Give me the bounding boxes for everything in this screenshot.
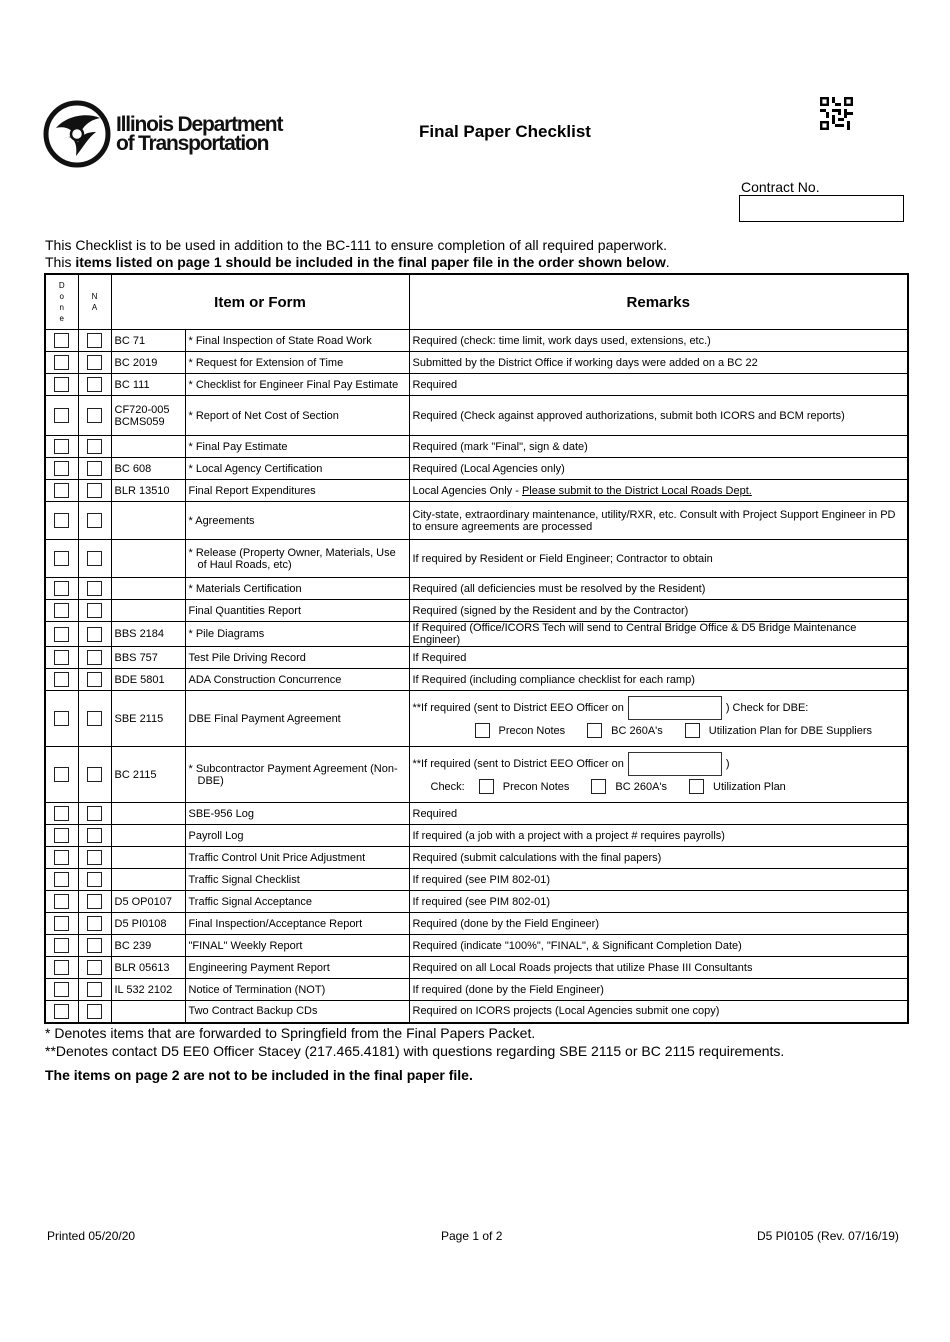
na-cell bbox=[78, 847, 111, 869]
remarks-text: **If required (sent to District EEO Officer on bbox=[412, 701, 624, 714]
na-cell bbox=[78, 669, 111, 691]
na-checkbox[interactable] bbox=[87, 982, 102, 997]
remarks-text: Required (all deficiencies must be resolved by the Resident) bbox=[412, 582, 706, 595]
col-na-header: N A bbox=[78, 274, 111, 330]
remarks-cell bbox=[409, 352, 908, 374]
done-cell bbox=[45, 847, 78, 869]
remarks-text: Required on ICORS projects (Local Agencies submit one copy) bbox=[412, 1005, 720, 1018]
form-number bbox=[111, 502, 185, 540]
form-number: BBS 2184 bbox=[111, 622, 185, 647]
remarks-text: If Required (including compliance checklist for each ramp) bbox=[412, 673, 695, 686]
remarks-cell bbox=[409, 891, 908, 913]
done-cell bbox=[45, 578, 78, 600]
form-number: SBE 2115 bbox=[111, 691, 185, 747]
checklist-row bbox=[45, 691, 908, 747]
remarks-cell bbox=[409, 1001, 908, 1023]
form-number bbox=[111, 1001, 185, 1023]
done-cell bbox=[45, 913, 78, 935]
instructions-line2: This items listed on page 1 should be included in the final paper file in the order shown below. bbox=[45, 254, 670, 270]
item-name: Payroll Log bbox=[185, 825, 409, 847]
remarks-cell bbox=[409, 436, 908, 458]
na-cell bbox=[78, 957, 111, 979]
idot-logo-icon bbox=[42, 98, 112, 170]
na-checkbox[interactable] bbox=[87, 377, 102, 392]
item-name: Engineering Payment Report bbox=[185, 957, 409, 979]
checklist-row bbox=[45, 803, 908, 825]
na-checkbox[interactable] bbox=[87, 872, 102, 887]
remarks-text: Local Agencies Only - bbox=[412, 484, 522, 497]
col-remarks-header: Remarks bbox=[409, 274, 908, 330]
done-checkbox[interactable] bbox=[54, 513, 69, 528]
bc260a-checkbox[interactable] bbox=[591, 779, 606, 794]
done-checkbox[interactable] bbox=[54, 439, 69, 454]
na-cell bbox=[78, 935, 111, 957]
done-checkbox[interactable] bbox=[54, 603, 69, 618]
item-name: Final Report Expenditures bbox=[185, 480, 409, 502]
done-cell bbox=[45, 869, 78, 891]
na-checkbox[interactable] bbox=[87, 672, 102, 687]
done-cell bbox=[45, 803, 78, 825]
option-label: BC 260A's bbox=[615, 780, 668, 793]
contract-number-label: Contract No. bbox=[741, 179, 820, 195]
remarks-text: ) Check for DBE: bbox=[725, 701, 809, 714]
dbe-options bbox=[413, 720, 905, 742]
done-cell bbox=[45, 330, 78, 352]
form-number: BLR 05613 bbox=[111, 957, 185, 979]
done-cell bbox=[45, 747, 78, 803]
checklist-row bbox=[45, 847, 908, 869]
na-cell bbox=[78, 578, 111, 600]
remarks-cell bbox=[409, 669, 908, 691]
item-name: "FINAL" Weekly Report bbox=[185, 935, 409, 957]
remarks-cell bbox=[409, 458, 908, 480]
na-cell bbox=[78, 622, 111, 647]
na-checkbox[interactable] bbox=[87, 355, 102, 370]
instructions-line1: This Checklist is to be used in addition to the BC-111 to ensure completion of all required paperwork. bbox=[45, 237, 668, 253]
form-number: BC 2115 bbox=[111, 747, 185, 803]
remarks-cell bbox=[409, 847, 908, 869]
eeo-line bbox=[413, 696, 905, 720]
done-checkbox[interactable] bbox=[54, 650, 69, 665]
done-checkbox[interactable] bbox=[54, 377, 69, 392]
done-cell bbox=[45, 352, 78, 374]
done-cell bbox=[45, 622, 78, 647]
done-cell bbox=[45, 935, 78, 957]
na-cell bbox=[78, 436, 111, 458]
item-name: Notice of Termination (NOT) bbox=[185, 979, 409, 1001]
form-id: D5 PI0105 (Rev. 07/16/19) bbox=[757, 1229, 899, 1243]
qr-code-icon bbox=[820, 97, 853, 130]
utilization-plan-option[interactable] bbox=[685, 720, 872, 742]
na-cell bbox=[78, 458, 111, 480]
remarks-cell bbox=[409, 540, 908, 578]
done-checkbox[interactable] bbox=[54, 461, 69, 476]
idot-logo bbox=[42, 98, 302, 170]
done-checkbox[interactable] bbox=[54, 960, 69, 975]
item-name: Two Contract Backup CDs bbox=[185, 1001, 409, 1023]
item-name: ADA Construction Concurrence bbox=[185, 669, 409, 691]
done-cell bbox=[45, 502, 78, 540]
done-checkbox[interactable] bbox=[54, 408, 69, 423]
remarks-cell bbox=[409, 396, 908, 436]
remarks-text: Required (Local Agencies only) bbox=[412, 462, 565, 475]
remarks-text: Submitted by the District Office if working days were added on a BC 22 bbox=[412, 356, 758, 369]
form-number: CF720-005 BCMS059 bbox=[111, 396, 185, 436]
item-name: Traffic Signal Acceptance bbox=[185, 891, 409, 913]
col-item-header: Item or Form bbox=[111, 274, 409, 330]
item-name: * Subcontractor Payment Agreement (Non-DBE) bbox=[185, 747, 409, 803]
page2-note: The items on page 2 are not to be included in the final paper file. bbox=[45, 1067, 473, 1083]
remarks-text: If Required bbox=[412, 651, 467, 664]
checklist-row bbox=[45, 540, 908, 578]
done-checkbox[interactable] bbox=[54, 355, 69, 370]
item-name: Final Inspection/Acceptance Report bbox=[185, 913, 409, 935]
item-name: Final Quantities Report bbox=[185, 600, 409, 622]
done-cell bbox=[45, 396, 78, 436]
checklist-row bbox=[45, 913, 908, 935]
remarks-text: If required (see PIM 802-01) bbox=[412, 873, 551, 886]
form-number bbox=[111, 825, 185, 847]
precon-notes-checkbox[interactable] bbox=[475, 723, 490, 738]
bc260a-option[interactable] bbox=[591, 776, 667, 798]
done-cell bbox=[45, 600, 78, 622]
na-cell bbox=[78, 647, 111, 669]
na-cell bbox=[78, 747, 111, 803]
na-checkbox[interactable] bbox=[87, 806, 102, 821]
checklist-row bbox=[45, 1001, 908, 1023]
checklist-row bbox=[45, 647, 908, 669]
na-cell bbox=[78, 825, 111, 847]
eeo-line bbox=[413, 752, 905, 776]
done-checkbox[interactable] bbox=[54, 872, 69, 887]
bc260a-checkbox[interactable] bbox=[587, 723, 602, 738]
item-name: * Final Inspection of State Road Work bbox=[185, 330, 409, 352]
na-cell bbox=[78, 352, 111, 374]
done-cell bbox=[45, 891, 78, 913]
checklist-row bbox=[45, 330, 908, 352]
done-checkbox[interactable] bbox=[54, 627, 69, 642]
option-label: Precon Notes bbox=[498, 724, 566, 737]
item-name: Test Pile Driving Record bbox=[185, 647, 409, 669]
na-cell bbox=[78, 600, 111, 622]
done-checkbox[interactable] bbox=[54, 333, 69, 348]
na-checkbox[interactable] bbox=[87, 650, 102, 665]
remarks-cell bbox=[409, 913, 908, 935]
contract-number-field[interactable] bbox=[739, 195, 904, 222]
page-number: Page 1 of 2 bbox=[441, 1229, 503, 1243]
option-label: Precon Notes bbox=[502, 780, 570, 793]
item-name: * Checklist for Engineer Final Pay Estimate bbox=[185, 374, 409, 396]
done-cell bbox=[45, 691, 78, 747]
remarks-text: Required (Check against approved authorizations, submit both ICORS and BCM reports) bbox=[412, 409, 845, 422]
checklist-row bbox=[45, 502, 908, 540]
printed-date: Printed 05/20/20 bbox=[47, 1229, 136, 1243]
na-cell bbox=[78, 480, 111, 502]
done-checkbox[interactable] bbox=[54, 916, 69, 931]
precon-notes-option[interactable] bbox=[475, 720, 566, 742]
na-cell bbox=[78, 540, 111, 578]
instructions bbox=[45, 237, 670, 271]
form-number: BBS 757 bbox=[111, 647, 185, 669]
done-checkbox[interactable] bbox=[54, 711, 69, 726]
remarks-text: Required (mark "Final", sign & date) bbox=[412, 440, 588, 453]
checklist-row bbox=[45, 891, 908, 913]
checklist-row bbox=[45, 458, 908, 480]
checklist-header-row bbox=[45, 274, 908, 330]
form-number: BC 239 bbox=[111, 935, 185, 957]
checklist-row bbox=[45, 480, 908, 502]
remarks-cell bbox=[409, 869, 908, 891]
utilization-plan-option[interactable] bbox=[689, 776, 786, 798]
remarks-cell bbox=[409, 825, 908, 847]
remarks-cell bbox=[409, 578, 908, 600]
form-number: BC 111 bbox=[111, 374, 185, 396]
form-number: D5 OP0107 bbox=[111, 891, 185, 913]
checklist-row bbox=[45, 747, 908, 803]
item-name: DBE Final Payment Agreement bbox=[185, 691, 409, 747]
remarks-cell bbox=[409, 747, 908, 803]
district-link[interactable]: Please submit to the District Local Roads Dept. bbox=[521, 484, 752, 497]
agency-name-line2: of Transportation bbox=[116, 132, 269, 155]
na-checkbox[interactable] bbox=[87, 1004, 102, 1019]
na-checkbox[interactable] bbox=[87, 828, 102, 843]
na-cell bbox=[78, 396, 111, 436]
remarks-cell bbox=[409, 480, 908, 502]
item-name: SBE-956 Log bbox=[185, 803, 409, 825]
dbe-options bbox=[413, 776, 905, 798]
remarks-cell bbox=[409, 691, 908, 747]
item-name: * Pile Diagrams bbox=[185, 622, 409, 647]
checklist-row bbox=[45, 979, 908, 1001]
done-cell bbox=[45, 979, 78, 1001]
na-checkbox[interactable] bbox=[87, 767, 102, 782]
agency-name-line1: Illinois Department bbox=[116, 113, 283, 136]
remarks-text: If Required (Office/ICORS Tech will send to Central Bridge Office & D5 Bridge Maintenance Engineer) bbox=[412, 622, 857, 646]
item-name: * Report of Net Cost of Section bbox=[185, 396, 409, 436]
na-cell bbox=[78, 502, 111, 540]
form-number bbox=[111, 847, 185, 869]
checklist-row bbox=[45, 352, 908, 374]
remarks-text: Required (indicate "100%", "FINAL", & Significant Completion Date) bbox=[412, 939, 742, 952]
done-cell bbox=[45, 458, 78, 480]
remarks-text: City-state, extraordinary maintenance, utility/RXR, etc. Consult with Project Support Engineer in PD to ensure agreements are processed bbox=[412, 508, 896, 533]
remarks-text: Required (submit calculations with the final papers) bbox=[412, 851, 662, 864]
done-checkbox[interactable] bbox=[54, 551, 69, 566]
form-number bbox=[111, 600, 185, 622]
na-checkbox[interactable] bbox=[87, 627, 102, 642]
na-checkbox[interactable] bbox=[87, 960, 102, 975]
remarks-text: Required (done by the Field Engineer) bbox=[412, 917, 600, 930]
form-number bbox=[111, 578, 185, 600]
done-cell bbox=[45, 647, 78, 669]
form-number: BC 608 bbox=[111, 458, 185, 480]
checklist-row bbox=[45, 436, 908, 458]
precon-notes-checkbox[interactable] bbox=[479, 779, 494, 794]
na-checkbox[interactable] bbox=[87, 938, 102, 953]
form-number: BC 2019 bbox=[111, 352, 185, 374]
form-number bbox=[111, 540, 185, 578]
item-name: * Request for Extension of Time bbox=[185, 352, 409, 374]
na-checkbox[interactable] bbox=[87, 483, 102, 498]
page-title: Final Paper Checklist bbox=[419, 122, 591, 141]
remarks-cell bbox=[409, 622, 908, 647]
form-number: D5 PI0108 bbox=[111, 913, 185, 935]
option-label: BC 260A's bbox=[611, 724, 663, 737]
checklist-row bbox=[45, 600, 908, 622]
item-name: * Release (Property Owner, Materials, Use of Haul Roads, etc) bbox=[185, 540, 409, 578]
footnote-double-asterisk: **Denotes contact D5 EE0 Officer Stacey (217.465.4181) with questions regarding SBE 2115 or BC 2115 requirements. bbox=[45, 1043, 785, 1059]
item-name: * Agreements bbox=[185, 502, 409, 540]
done-cell bbox=[45, 436, 78, 458]
na-checkbox[interactable] bbox=[87, 408, 102, 423]
na-cell bbox=[78, 913, 111, 935]
agency-name bbox=[116, 115, 282, 153]
checklist-row bbox=[45, 869, 908, 891]
check-label: Check: bbox=[430, 780, 465, 793]
option-label: Utilization Plan bbox=[713, 780, 786, 793]
na-cell bbox=[78, 691, 111, 747]
na-checkbox[interactable] bbox=[87, 333, 102, 348]
remarks-text: Required bbox=[412, 807, 458, 820]
col-done-header: D o n e bbox=[45, 274, 78, 330]
na-checkbox[interactable] bbox=[87, 711, 102, 726]
done-checkbox[interactable] bbox=[54, 850, 69, 865]
done-checkbox[interactable] bbox=[54, 894, 69, 909]
remarks-text: If required (a job with a project with a project # requires payrolls) bbox=[412, 829, 725, 842]
remarks-cell bbox=[409, 935, 908, 957]
option-label: Utilization Plan for DBE Suppliers bbox=[708, 724, 873, 737]
done-checkbox[interactable] bbox=[54, 672, 69, 687]
remarks-cell bbox=[409, 803, 908, 825]
footnote-asterisk: * Denotes items that are forwarded to Springfield from the Final Papers Packet. bbox=[45, 1025, 536, 1041]
checklist-row bbox=[45, 669, 908, 691]
remarks-text: Required (signed by the Resident and by the Contractor) bbox=[412, 604, 689, 617]
done-cell bbox=[45, 540, 78, 578]
na-cell bbox=[78, 869, 111, 891]
done-cell bbox=[45, 669, 78, 691]
done-cell bbox=[45, 825, 78, 847]
done-checkbox[interactable] bbox=[54, 1004, 69, 1019]
utilization-plan-checkbox[interactable] bbox=[689, 779, 704, 794]
na-cell bbox=[78, 891, 111, 913]
form-number bbox=[111, 869, 185, 891]
na-checkbox[interactable] bbox=[87, 461, 102, 476]
na-cell bbox=[78, 1001, 111, 1023]
checklist-row bbox=[45, 578, 908, 600]
done-checkbox[interactable] bbox=[54, 483, 69, 498]
item-name: Traffic Signal Checklist bbox=[185, 869, 409, 891]
form-number bbox=[111, 803, 185, 825]
done-checkbox[interactable] bbox=[54, 828, 69, 843]
done-checkbox[interactable] bbox=[54, 982, 69, 997]
remarks-cell bbox=[409, 957, 908, 979]
na-checkbox[interactable] bbox=[87, 894, 102, 909]
remarks-cell bbox=[409, 330, 908, 352]
remarks-text: Required on all Local Roads projects that utilize Phase III Consultants bbox=[412, 961, 753, 974]
item-name: Traffic Control Unit Price Adjustment bbox=[185, 847, 409, 869]
checklist-body bbox=[45, 330, 908, 1023]
eeo-date-field[interactable] bbox=[628, 752, 722, 776]
form-number bbox=[111, 436, 185, 458]
done-cell bbox=[45, 480, 78, 502]
na-cell bbox=[78, 330, 111, 352]
remarks-cell bbox=[409, 647, 908, 669]
na-checkbox[interactable] bbox=[87, 850, 102, 865]
na-checkbox[interactable] bbox=[87, 581, 102, 596]
na-checkbox[interactable] bbox=[87, 439, 102, 454]
form-number: BDE 5801 bbox=[111, 669, 185, 691]
bc260a-option[interactable] bbox=[587, 720, 663, 742]
done-checkbox[interactable] bbox=[54, 938, 69, 953]
remarks-text: Required bbox=[412, 378, 458, 391]
done-checkbox[interactable] bbox=[54, 767, 69, 782]
remarks-text: **If required (sent to District EEO Officer on bbox=[412, 757, 624, 770]
na-checkbox[interactable] bbox=[87, 551, 102, 566]
item-name: * Local Agency Certification bbox=[185, 458, 409, 480]
precon-notes-option[interactable] bbox=[479, 776, 570, 798]
checklist-row bbox=[45, 622, 908, 647]
na-checkbox[interactable] bbox=[87, 603, 102, 618]
form-number: BC 71 bbox=[111, 330, 185, 352]
checklist-row bbox=[45, 825, 908, 847]
remarks-text: If required (see PIM 802-01) bbox=[412, 895, 551, 908]
utilization-plan-checkbox[interactable] bbox=[685, 723, 700, 738]
done-checkbox[interactable] bbox=[54, 806, 69, 821]
done-checkbox[interactable] bbox=[54, 581, 69, 596]
remarks-cell bbox=[409, 979, 908, 1001]
remarks-text: Required (check: time limit, work days used, extensions, etc.) bbox=[412, 334, 711, 347]
na-checkbox[interactable] bbox=[87, 513, 102, 528]
remarks-text: If required (done by the Field Engineer) bbox=[412, 983, 604, 996]
remarks-cell bbox=[409, 502, 908, 540]
done-cell bbox=[45, 374, 78, 396]
remarks-cell bbox=[409, 374, 908, 396]
checklist-row bbox=[45, 935, 908, 957]
done-cell bbox=[45, 957, 78, 979]
item-name: * Final Pay Estimate bbox=[185, 436, 409, 458]
item-name: * Materials Certification bbox=[185, 578, 409, 600]
checklist-row bbox=[45, 374, 908, 396]
remarks-cell bbox=[409, 600, 908, 622]
remarks-text: If required by Resident or Field Engineer; Contractor to obtain bbox=[412, 552, 713, 565]
remarks-text: ) bbox=[725, 757, 730, 770]
na-cell bbox=[78, 979, 111, 1001]
form-number: IL 532 2102 bbox=[111, 979, 185, 1001]
form-number: BLR 13510 bbox=[111, 480, 185, 502]
eeo-date-field[interactable] bbox=[628, 696, 722, 720]
done-cell bbox=[45, 1001, 78, 1023]
checklist-row bbox=[45, 396, 908, 436]
checklist-table bbox=[44, 273, 909, 1024]
checklist-row bbox=[45, 957, 908, 979]
na-checkbox[interactable] bbox=[87, 916, 102, 931]
na-cell bbox=[78, 374, 111, 396]
na-cell bbox=[78, 803, 111, 825]
